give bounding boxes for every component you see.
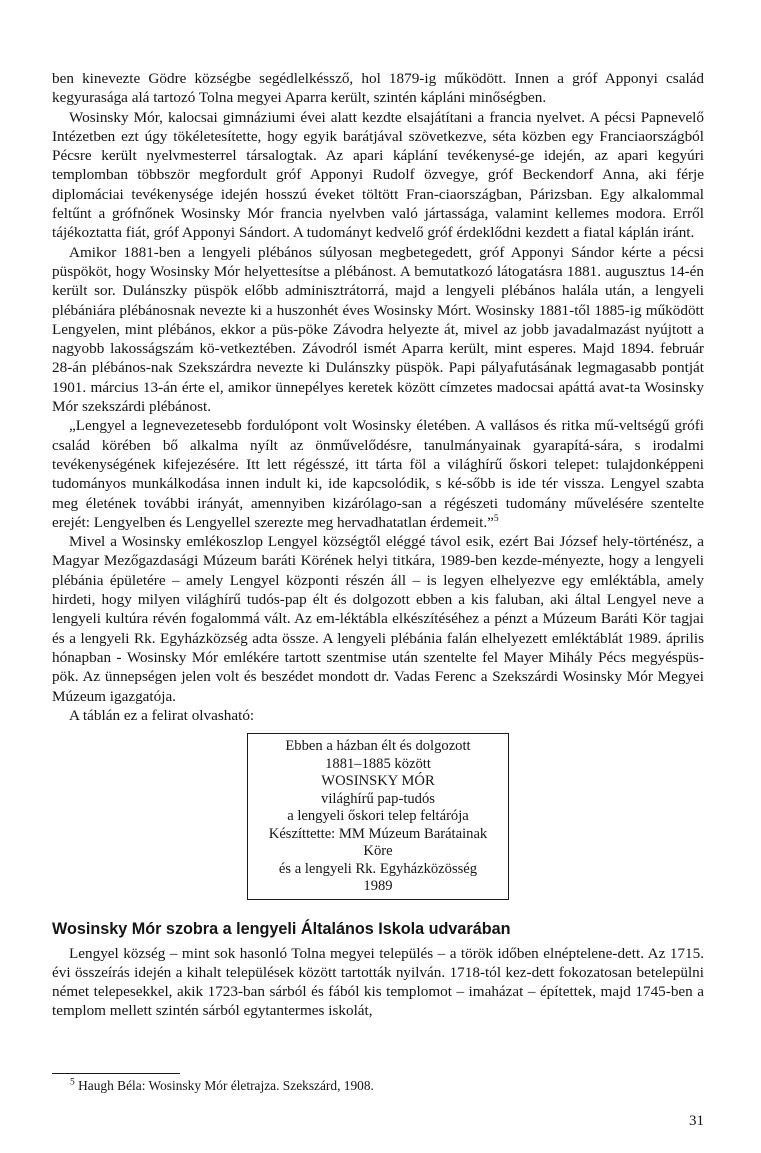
inscription-line: Ebben a házban élt és dolgozott: [285, 738, 471, 755]
paragraph-6: A táblán ez a felirat olvasható:: [69, 706, 255, 724]
inscription-line: WOSINSKY MÓR: [321, 773, 435, 790]
inscription-line: 1881–1885 között: [325, 755, 431, 772]
footnote-divider: [52, 1073, 180, 1074]
page-body: [52, 69, 704, 1021]
paragraph-3: Amikor 1881-ben a lengyeli plébános súlyosan megbetegedett, gróf Apponyi Sándor kérte a pécsi püspököt, hogy Wosinsky Mór helyettesítse a plébánost. A bemutatkozó látogatásra 1881. augusztus 14-én került sor. Dulánszky püspök előbb adminisztrátorrá, majd a lengyeli plébános halála után, a lengyeli plébániára plébánosnak nevezte ki a huszonhét éves Wosinsky Mórt. Wosinsky 1881-től 1885-ig működött Lengyelen, mint plébános, ekkor a püs-pöke Závodra helyezte át, mivel az jobb javadalmazást nyújtott a nagyobb lakosságszám kö-vetkeztében. Závodról ismét Aparra került, mint esperes. Majd 1894. február 28-án plébános-nak Szekszárdra nevezte ki Dulánszky püspök. Papi pályafutásának legmagasabb pontját 1901. március 13-án érte el, amikor ünnepélyes keretek között címzetes madocsai apáttá avat-ta Wosinsky Mór szekszárdi plébánost.: [52, 243, 704, 416]
inscription-line: Készíttette: MM Múzeum Barátainak Köre: [268, 825, 488, 860]
paragraph-2: Wosinsky Mór, kalocsai gimnáziumi évei alatt kezdte elsajátítani a francia nyelvet. A pécsi Papnevelő Intézetben ezt úgy tökéletesítette, hogy egyik barátjával szövetkezve, séta közben egy Franciaországból Pécsre került nyelvmesterrel társalogtak. Az apari káplání tevékenysé-ge idején, az apari kegyúri templomban többször megfordult gróf Apponyi Rudolf özvegye, gróf Beckendorf Anna, aki férje diplomáciai tevékenysége idején hosszú éveket töltött Fran-ciaországban, Párizsban. Egy alkalommal feltűnt a grófnőnek Wosinsky Mór francia nyelvben való jártassága, valamint kellemes modora. Erről tájékoztatta fiát, gróf Apponyi Sándort. A tudományt kedvelő gróf érdeklődni kezdett a fiatal káplán iránt.: [52, 108, 704, 242]
footnote-text: Haugh Béla: Wosinsky Mór életrajza. Szekszárd, 1908.: [78, 1078, 374, 1093]
paragraph-1: ben kinevezte Gödre községbe segédlelkéssző, hol 1879-ig működött. Innen a gróf Apponyi család kegyurasága alá tartozó Tolna megyei Aparra került, szintén kápláni minőségben.: [52, 70, 704, 107]
section-paragraph: Lengyel község – mint sok hasonló Tolna megyei település – a török időben elnéptelene-dett. Az 1715. évi összeírás idején a kihalt települések között tartották nyilván. 1718-tól kez-dett fokozatosan betelepülni német telepesekkel, akik 1723-ban sárból és fából kis templomot – imaházat – építettek, majd 1745-ben a templom mellett szintén sárból egytantermes iskolát,: [52, 944, 704, 1020]
footnote: [70, 1077, 374, 1094]
quote-text: „Lengyel a legnevezetesebb fordulópont volt Wosinsky életében. A vallásos és ritka mű-veltségű grófi család körében bő alkalma nyílt az önművelődésre, tanulmányainak gyarapítá-sára, s irodalmi tevékenységének kifejezésére. Itt lett régésszé, itt tárta föl a világhírű őskori telepet: tulajdonképpeni tudományos munkálkodása innen indult ki, ide kapcsolódik, s ké-sőbb is ide tér vissza. Lengyel szabta meg életének további irányát, amennyiben kizárólago-san a régészeti tudomány művelésére szentelte erejét: Lengyelben és Lengyellel szerezte meg hervadhatatlan érdemeit.”: [52, 417, 704, 531]
inscription-line: a lengyeli őskori telep feltárója: [287, 808, 469, 825]
section-heading: Wosinsky Mór szobra a lengyeli Általános Iskola udvarában: [52, 919, 511, 938]
page-number: 31: [689, 1113, 704, 1129]
paragraph-5: Mivel a Wosinsky emlékoszlop Lengyel községtől eléggé távol esik, ezért Bai József hely-történész, a Magyar Mezőgazdasági Múzeum baráti Körének helyi titkára, 1989-ben kezde-ményezte, hogy a lengyeli plébánia épületére – amely Lengyel központi részén áll – is legyen elhelyezve egy emléktábla, amely hirdeti, hogy milyen világhírű tudós-pap élt és dolgozott ebben a kis faluban, aki által Lengyel neve a lengyeli kultúra révén fogalommá vált. Az em-léktábla elkészítéséhez a pénzt a Múzeum Baráti Kör tagjai és a lengyeli Rk. Egyházközség adta össze. A lengyeli plébánia falán elhelyezett emléktáblát 1989. április hónapban - Wosinsky Mór emlékére tartott szentmise után szentelte fel Mayer Mihály Pécs megyéspüs-pök. Az ünnepségen jelen volt és beszédet mondott dr. Vadas Ferenc a Szekszárdi Wosinsky Mór Megyei Múzeum igazgatója.: [52, 533, 704, 705]
footnote-reference[interactable]: 5: [493, 513, 499, 524]
inscription-line: 1989: [363, 878, 393, 895]
footnote-marker: 5: [70, 1077, 75, 1088]
inscription-line: és a lengyeli Rk. Egyházközösség: [278, 860, 478, 877]
inscription-plaque-box: [247, 733, 509, 900]
quote-paragraph: [52, 416, 704, 532]
inscription-line: világhírű pap-tudós: [321, 790, 435, 807]
